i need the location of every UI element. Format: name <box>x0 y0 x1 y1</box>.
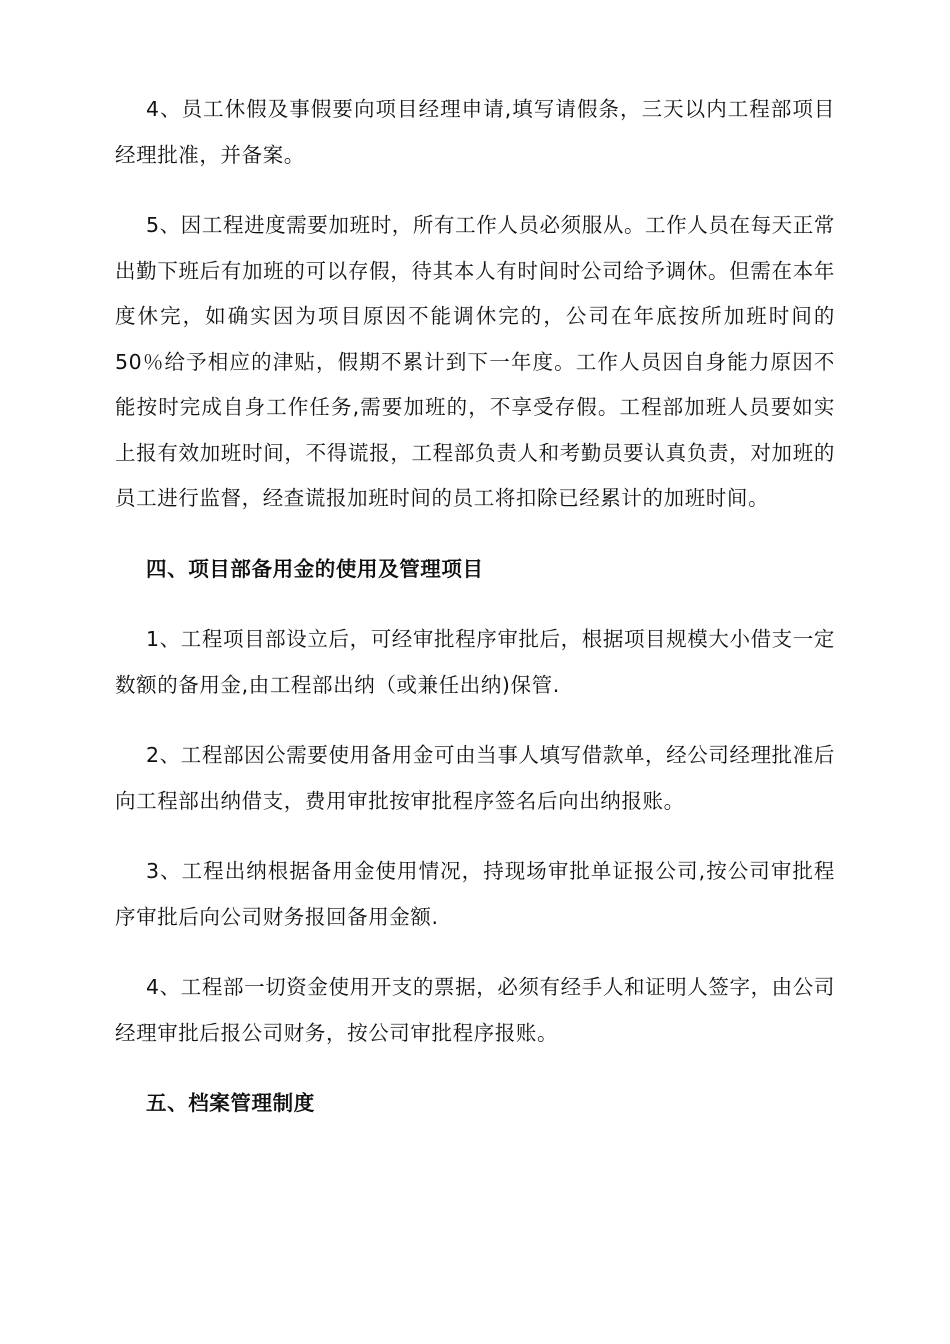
paragraph-gap <box>115 178 835 203</box>
paragraph-overtime: 5、因工程进度需要加班时，所有工作人员必须服从。工作人员在每天正常出勤下班后有加班的可以存假，待其本人有时间时公司给予调休。但需在本年度休完，如确实因为项目原因不能调休完的，公司在年底按所加班时间的50％给予相应的津贴，假期不累计到下一年度。工作人员因自身能力原因不能按时完成自身工作任务,需要加班的，不享受存假。工程部加班人员要如实上报有效加班时间，不得谎报，工程部负责人和考勤员要认真负责，对加班的员工进行监督，经查谎报加班时间的员工将扣除已经累计的加班时间。 <box>115 213 835 510</box>
paragraph-gap <box>115 522 835 547</box>
paragraph-petty-cash-report: 3、工程出纳根据备用金使用情况，持现场审批单证报公司,按公司审批程序审批后向公司财务报回备用金额. <box>115 859 835 929</box>
paragraph-gap <box>115 940 835 965</box>
paragraph-gap <box>115 1056 835 1081</box>
paragraph-gap <box>115 592 835 617</box>
paragraph-leave-request: 4、员工休假及事假要向项目经理申请,填写请假条，三天以内工程部项目经理批准，并备案。 <box>115 97 835 167</box>
paragraph-gap <box>115 708 835 733</box>
paragraph-petty-cash-borrow: 2、工程部因公需要使用备用金可由当事人填写借款单，经公司经理批准后向工程部出纳借支，费用审批按审批程序签名后向出纳报账。 <box>115 743 835 813</box>
paragraph-gap <box>115 824 835 849</box>
paragraph-receipts: 4、工程部一切资金使用开支的票据，必须有经手人和证明人签字，由公司经理审批后报公司财务，按公司审批程序报账。 <box>115 975 835 1045</box>
document-body <box>115 87 835 1127</box>
section-heading-petty-cash: 四、项目部备用金的使用及管理项目 <box>146 556 484 581</box>
paragraph-petty-cash-setup: 1、工程项目部设立后，可经审批程序审批后，根据项目规模大小借支一定数额的备用金,由工程部出纳（或兼任出纳)保管. <box>115 627 835 697</box>
section-heading-archives: 五、档案管理制度 <box>146 1091 315 1115</box>
